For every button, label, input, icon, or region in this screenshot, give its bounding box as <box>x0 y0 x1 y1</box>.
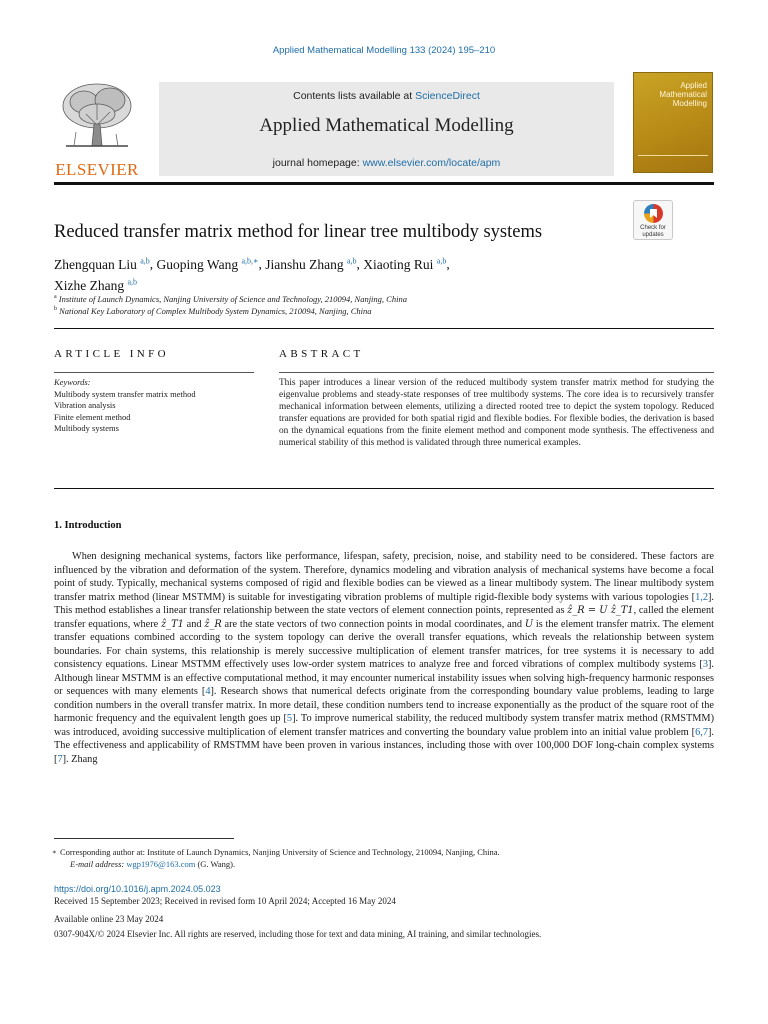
affiliation-divider <box>54 328 714 329</box>
intro-text: ]. Zhang <box>62 753 98 765</box>
footnote-star: ∗ <box>52 848 57 856</box>
journal-cover-thumbnail[interactable] <box>633 72 713 173</box>
abstract-heading: ABSTRACT <box>279 348 364 360</box>
article-info-heading: ARTICLE INFO <box>54 348 169 360</box>
introduction-paragraph <box>54 550 714 766</box>
author-separator: , <box>258 256 266 272</box>
introduction-heading: 1. Introduction <box>54 520 122 531</box>
intro-text: ]. To improve numerical stability, the reduced multibody system transfer matrix method (RMSTMM) was introduced, avoiding successive multiplication of element transfer matrices and converting the boundary value problem into an initial value problem [ <box>54 713 714 738</box>
keywords-label: Keywords: <box>54 377 91 387</box>
intro-text: ]. The effectiveness and applicability of RMSTMM have been proven in various instances, including those with over 100,000 DOF long-chain complex systems [ <box>54 726 714 765</box>
doi-link[interactable]: https://doi.org/10.1016/j.apm.2024.05.023 <box>54 884 221 894</box>
available-online-date: Available online 23 May 2024 <box>54 914 164 924</box>
keyword-item[interactable]: Vibration analysis <box>54 400 116 410</box>
article-info-divider <box>54 372 254 373</box>
author-affiliation-marks[interactable]: a,b <box>140 256 150 265</box>
author-4[interactable] <box>363 257 446 272</box>
author-affiliation-marks[interactable]: a,b <box>346 256 357 265</box>
abstract-divider <box>279 372 714 373</box>
email-note <box>70 859 235 870</box>
cover-line-1: Applied <box>680 81 707 90</box>
affiliation-mark: a <box>54 294 57 301</box>
contents-line <box>159 90 614 102</box>
affiliation-mark: b <box>54 306 57 313</box>
citation-link[interactable]: 6,7 <box>695 726 708 738</box>
affiliation-b <box>54 306 371 316</box>
author-list <box>54 252 714 295</box>
keyword-item[interactable]: Multibody system transfer matrix method <box>54 388 196 399</box>
email-link[interactable]: wgp1976@163.com <box>126 859 196 869</box>
intro-text: are the state vectors of two connection points in modal coordinates, and <box>221 618 525 630</box>
author-5[interactable] <box>54 278 137 293</box>
math-symbol: U <box>524 618 534 630</box>
check-for-updates-label <box>634 225 672 238</box>
citation-link[interactable]: 7 <box>57 753 63 765</box>
intro-text: , called the element transfer equations, where <box>54 605 714 630</box>
intro-text: ]. Although linear MSTMM is an effective computational method, it may encounter numerical instability issues when solving high-frequency harmonic responses or sequences with many elements [ <box>54 659 714 697</box>
author-affiliation-marks[interactable]: a,b <box>127 277 138 287</box>
transfer-equation: ẑ_R = U ẑ_T1 <box>567 605 634 616</box>
journal-banner <box>159 82 614 176</box>
check-updates-line-2: updates <box>642 231 664 238</box>
author-name: Jianshu Zhang <box>265 256 344 272</box>
publisher-name: ELSEVIER <box>55 160 139 179</box>
affiliation-text: National Key Laboratory of Complex Multibody System Dynamics, 210094, Nanjing, China <box>59 306 372 316</box>
keyword-item[interactable]: Finite element method <box>54 411 131 422</box>
author-3[interactable] <box>265 257 356 272</box>
intro-text: and <box>183 618 205 630</box>
cover-title <box>659 81 707 108</box>
citation-link[interactable]: 4 <box>205 686 211 697</box>
corresponding-text: Corresponding author at: Institute of Launch Dynamics, Nanjing University of Science and Technology, 210094, Nanjing, China. <box>60 847 500 857</box>
author-name: Zhengquan Liu <box>54 256 137 272</box>
journal-header <box>54 72 714 178</box>
header-divider <box>54 182 714 185</box>
affiliation-a <box>54 294 407 304</box>
abstract-end-divider <box>54 488 714 489</box>
math-symbol: ẑ_R <box>204 618 222 630</box>
author-affiliation-marks[interactable]: a,b <box>436 256 447 265</box>
corresponding-author-note <box>52 847 500 858</box>
bookmark-check-icon <box>644 204 663 223</box>
keywords-block <box>54 377 254 435</box>
intro-text: is the element transfer matrix. The element transfer equations combined according to the system topology can derive the overall transfer equations, which reveals the relationship between system boundaries. For chain systems, this relationship is merely successive multiplication of element transfer matrices, for tree systems it is necessary to add consistency equations. Linear MSTMM effectively uses low-order system matrices to analyze free and forced vibrations of complex multibody systems [ <box>54 618 714 670</box>
homepage-line <box>159 157 614 169</box>
author-name: Guoping Wang <box>156 256 239 272</box>
author-affiliation-marks[interactable]: a,b,∗ <box>241 256 259 265</box>
citation-link[interactable]: 5 <box>286 713 293 724</box>
cover-line-2: Mathematical <box>659 90 707 99</box>
email-suffix: (G. Wang). <box>195 859 236 869</box>
check-for-updates-button[interactable] <box>633 200 673 240</box>
abstract-text: This paper introduces a linear version of the reduced multibody system transfer matrix method for studying the eigenvalue problems and steady-state responses of tree multibody systems. The core idea is to recursively transfer mechanical information between elements, utilizing a directed rooted tree to depict the system topology. Reduced transfer equations are provided for both spatial rigid and flexible bodies. For flexible bodies, the derivation is based on the dynamical equations from the finite element method and component mode synthesis. The effectiveness and numerical stability of this method is validated through three numerical examples. <box>279 378 714 448</box>
received-dates: Received 15 September 2023; Received in revised form 10 April 2024; Accepted 16 May 2024 <box>54 896 396 906</box>
cover-band <box>638 155 708 167</box>
affiliation-text: Institute of Launch Dynamics, Nanjing University of Science and Technology, 210094, Nanjing, China <box>58 294 407 304</box>
contents-prefix: Contents lists available at <box>293 90 416 102</box>
footnote-divider <box>54 838 234 839</box>
author-separator: , <box>149 256 157 272</box>
copyright-notice: 0307-904X/© 2024 Elsevier Inc. All rights are reserved, including those for text and data mining, AI training, and similar technologies. <box>54 929 542 939</box>
journal-citation-link[interactable]: Applied Mathematical Modelling 133 (2024) 195–210 <box>272 45 496 56</box>
author-separator: , <box>356 256 364 272</box>
citation-link[interactable]: 1,2 <box>695 591 708 603</box>
elsevier-tree-icon <box>56 80 138 154</box>
journal-title: Applied Mathematical Modelling <box>259 115 514 136</box>
citation-link[interactable]: 3 <box>702 659 708 670</box>
author-name: Xizhe Zhang <box>54 278 125 293</box>
keyword-item[interactable]: Multibody systems <box>54 423 119 433</box>
author-separator: , <box>446 256 450 272</box>
author-2[interactable] <box>157 257 259 272</box>
author-1[interactable] <box>54 257 150 272</box>
math-symbol: ẑ_T1 <box>161 618 184 630</box>
intro-text: When designing mechanical systems, factors like performance, lifespan, safety, precision, noise, and stability need to be considered. These factors are influenced by the vibration and deformation of the system. Therefore, dynamics modeling and vibration analysis of mechanical systems have become a focal point of study. Typically, mechanical systems composed of rigid and flexible bodies can be viewed as a linear multibody system. The linear multibody system transfer matrix method (linear MSTMM) is suitable for investigating vibration problems of multiple rigid-flexible body systems with various topologies [ <box>54 551 714 603</box>
author-name: Xiaoting Rui <box>363 256 434 272</box>
check-updates-line-1: Check for <box>640 225 666 231</box>
homepage-prefix: journal homepage: <box>272 157 363 169</box>
paper-title: Reduced transfer matrix method for linear tree multibody systems <box>54 222 543 242</box>
journal-homepage-link[interactable]: www.elsevier.com/locate/apm <box>362 157 501 169</box>
elsevier-logo[interactable] <box>54 80 140 178</box>
email-label: E-mail address: <box>70 859 125 869</box>
intro-text: ]. Research shows that numerical defects originate from the corresponding boundary value problems, leading to large condition numbers in the overall transfer matrix. In more detail, these condition numbers tend to increase exponentially as the product of the square root of the harmonic frequency and the equivalent length goes up [ <box>54 686 714 724</box>
cover-line-3: Modelling <box>672 99 707 108</box>
intro-text: ]. This method establishes a linear transfer relationship between the state vectors of element connection points, represented as <box>54 591 714 616</box>
sciencedirect-link[interactable]: ScienceDirect <box>415 90 480 102</box>
